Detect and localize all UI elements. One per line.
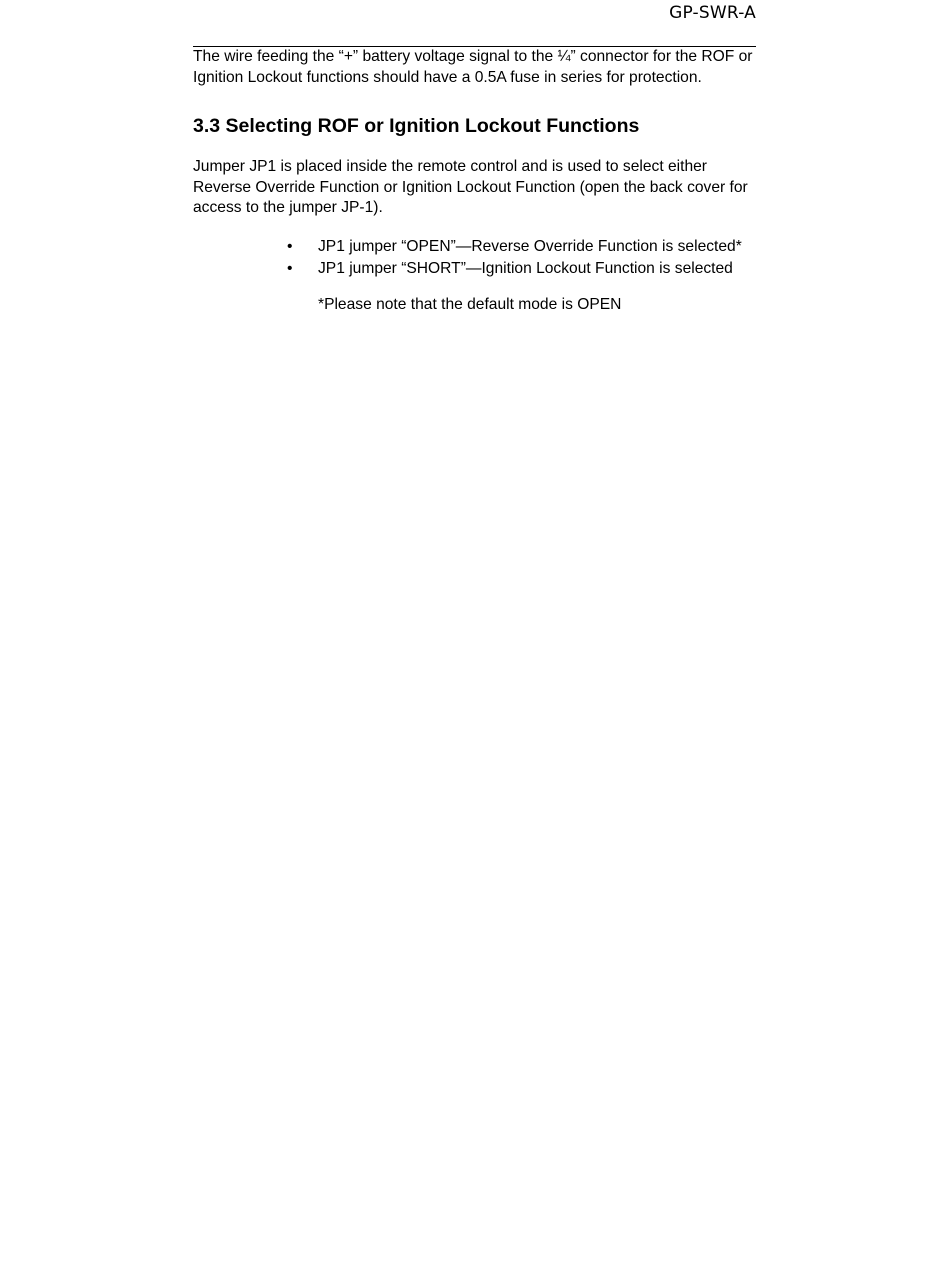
page-content	[193, 46, 759, 315]
list-item	[193, 258, 759, 280]
jumper-options-list	[193, 236, 759, 280]
default-mode-note: *Please note that the default mode is OPEN	[318, 295, 622, 313]
section-heading: 3.3 Selecting ROF or Ignition Lockout Functions	[193, 115, 640, 137]
fuse-paragraph: The wire feeding the “+” battery voltage signal to the ¼” connector for the ROF or Ignition Lockout functions should have a 0.5A fuse in series for protection.	[193, 48, 753, 86]
bullet-icon: •	[287, 237, 293, 255]
page-header	[193, 0, 756, 47]
document-id: GP-SWR-A	[669, 3, 756, 23]
list-item	[193, 236, 759, 258]
jumper-paragraph: Jumper JP1 is placed inside the remote control and is used to select either Reverse Override Function or Ignition Lockout Function (open the back cover for access to the jumper JP-1).	[193, 158, 748, 216]
list-item-text: JP1 jumper “OPEN”—Reverse Override Function is selected*	[318, 237, 742, 255]
list-item-text: JP1 jumper “SHORT”—Ignition Lockout Function is selected	[318, 259, 733, 277]
bullet-icon: •	[287, 259, 293, 277]
